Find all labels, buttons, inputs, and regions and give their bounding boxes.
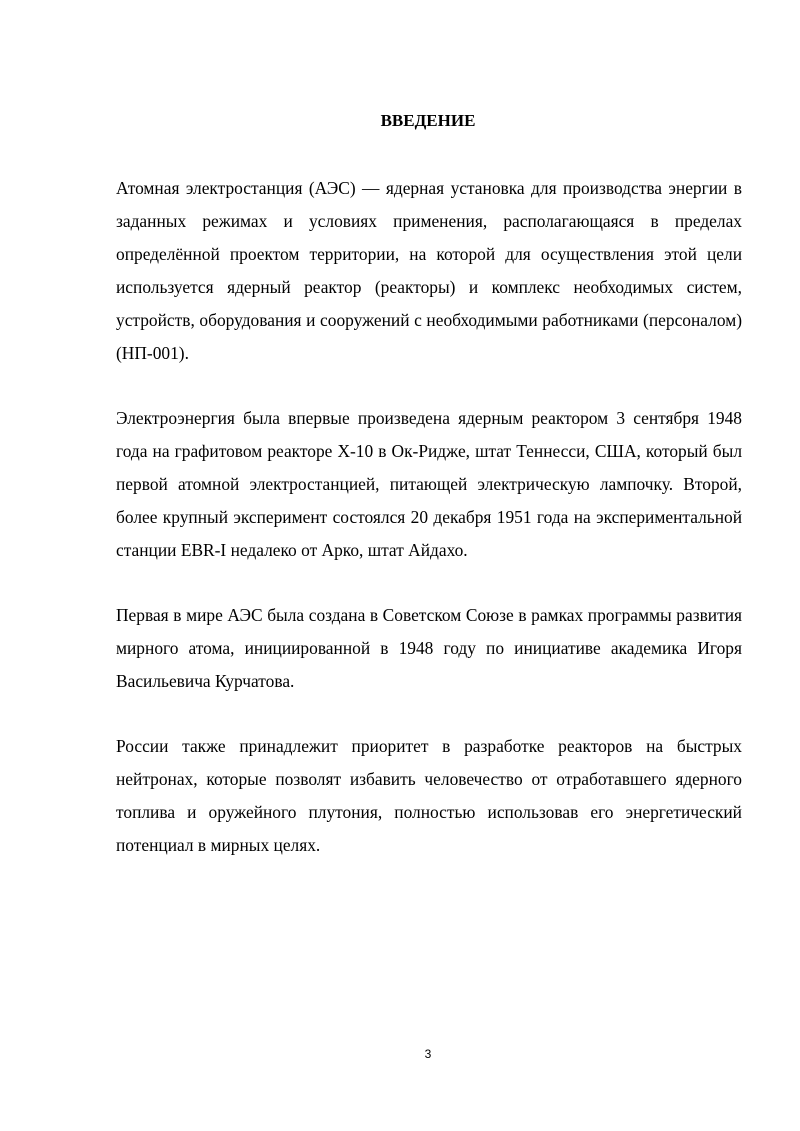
document-body [116,172,742,862]
paragraph-first-electricity: Электроэнергия была впервые произведена ядерным реактором 3 сентября 1948 года на графитовом реакторе X-10 в Ок-Ридже, штат Теннесси, США, который был первой атомной электростанцией, питающей электрическую лампочку. Второй, более крупный эксперимент состоялся 20 декабря 1951 года на экспериментальной станции EBR-I недалеко от Арко, штат Айдахо. [116,408,742,560]
paragraph-fast-reactors: России также принадлежит приоритет в разработке реакторов на быстрых нейтронах, которые позволят избавить человечество от отработавшего ядерного топлива и оружейного плутония, полностью использовав его энергетический потенциал в мирных целях. [116,736,742,855]
section-heading: ВВЕДЕНИЕ [380,111,476,130]
page-number: 3 [424,1047,432,1061]
paragraph-npp-definition: Атомная электростанция (АЭС) — ядерная установка для производства энергии в заданных режимах и условиях применения, располагающаяся в пределах определённой проектом территории, на которой для осуществления этой цели используется ядерный реактор (реакторы) и комплекс необходимых систем, устройств, оборудования и сооружений с необходимыми работниками (персоналом) (НП-001). [116,178,742,363]
paragraph-first-npp: Первая в мире АЭС была создана в Советском Союзе в рамках программы развития мирного атома, инициированной в 1948 году по инициативе академика Игоря Васильевича Курчатова. [116,605,742,691]
